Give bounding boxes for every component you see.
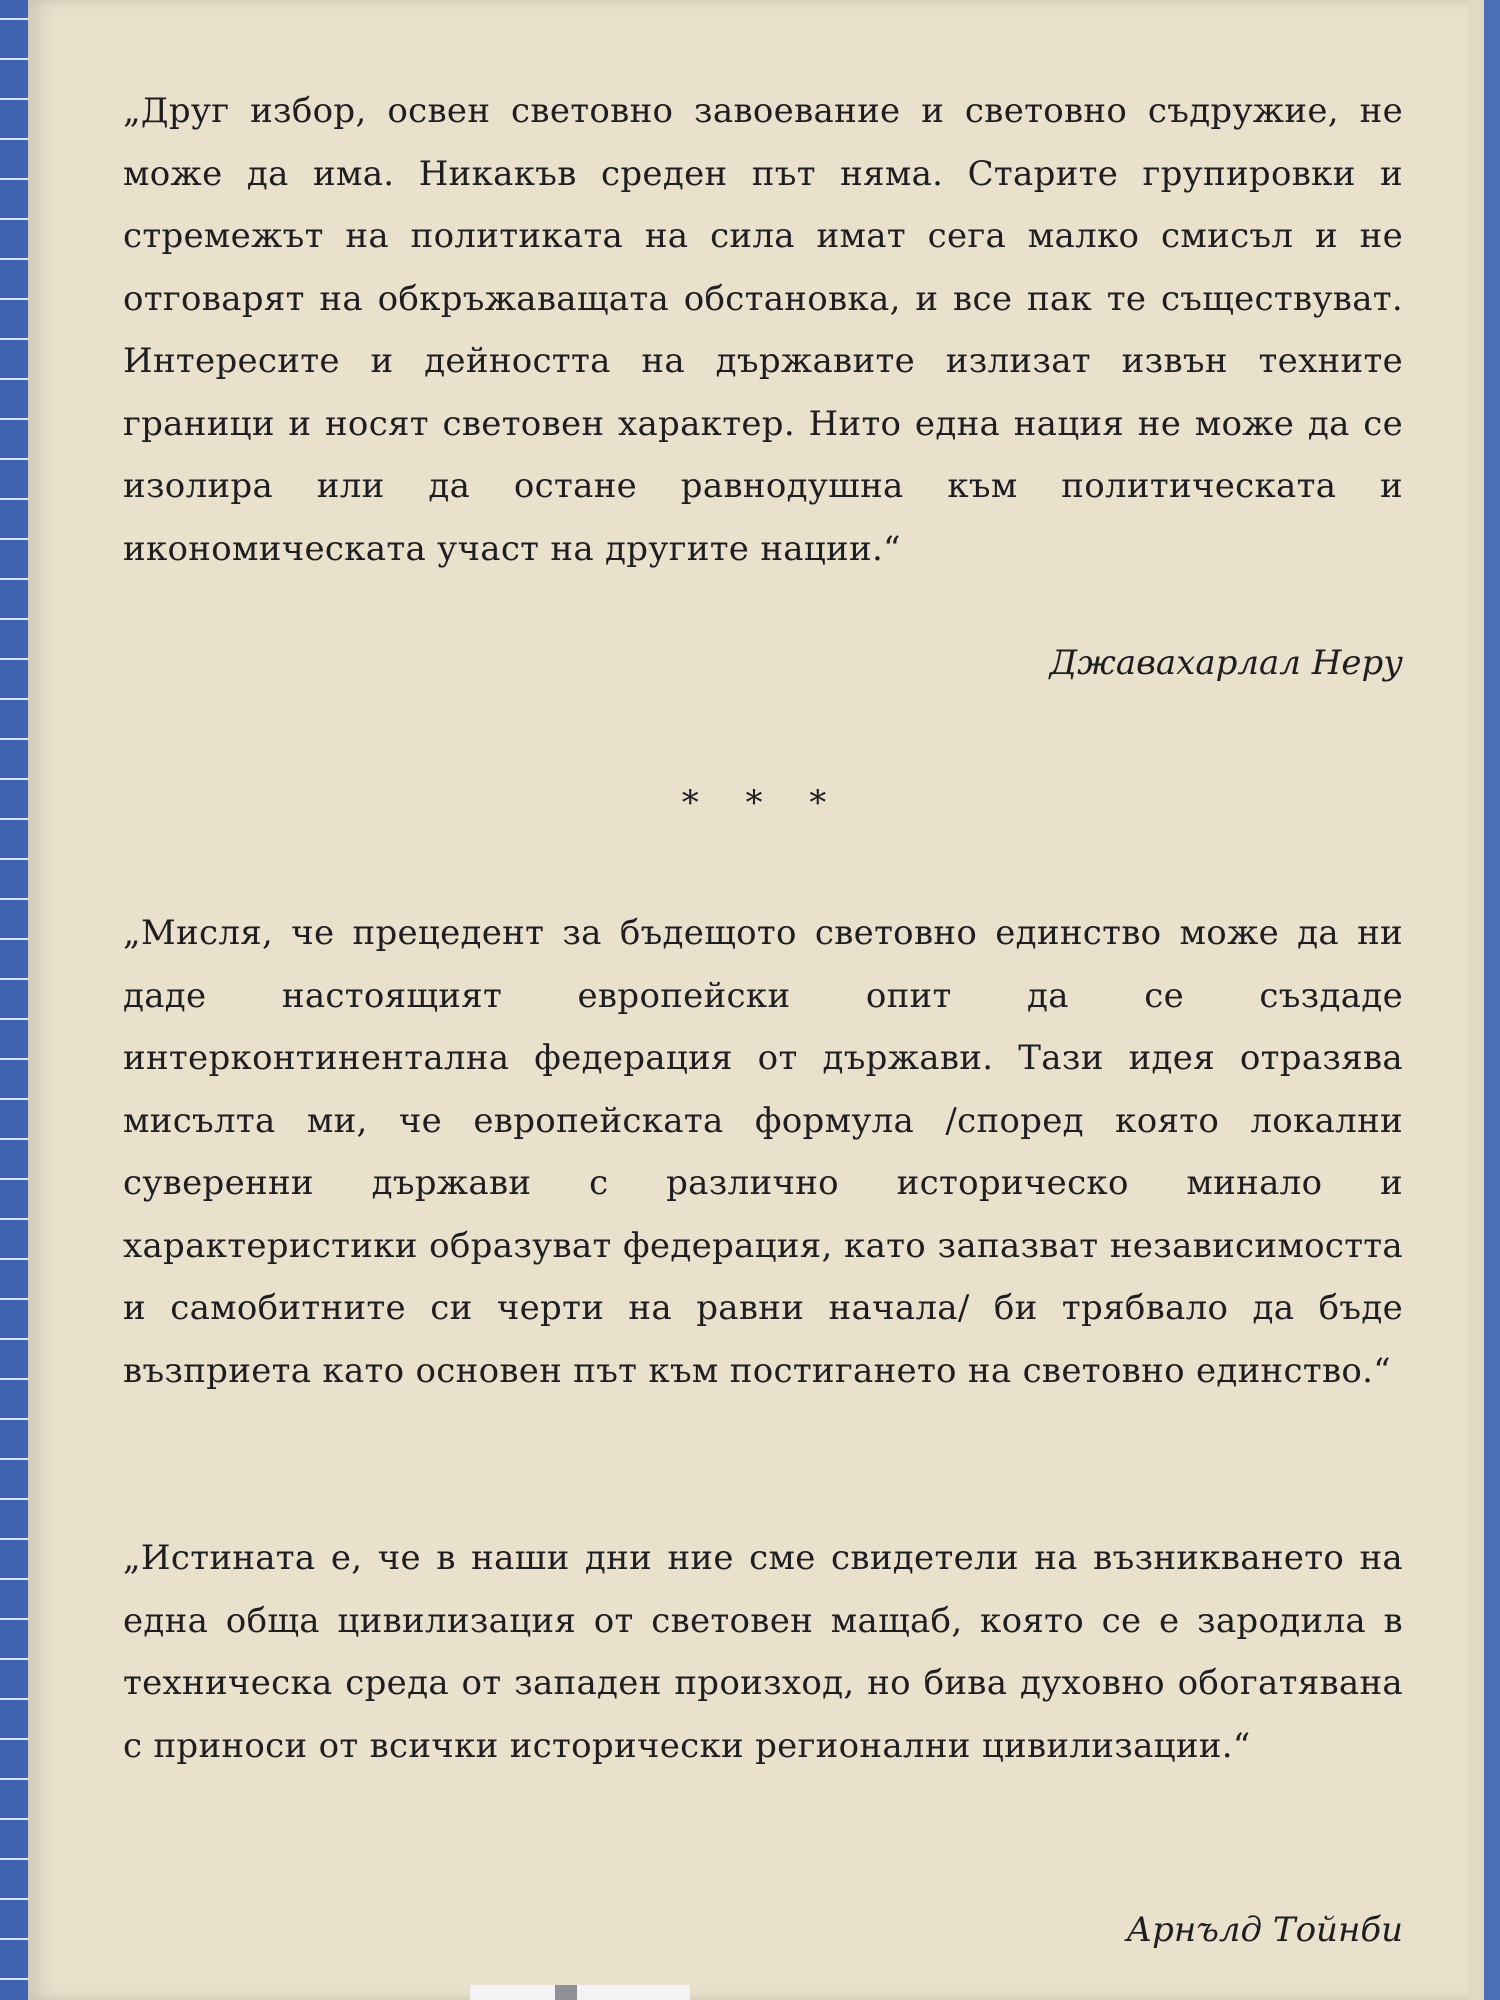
bottom-tab — [470, 1985, 690, 2000]
page-right-edge — [1468, 0, 1484, 2000]
quote-nehru: „Друг избор, освен световно завоевание и световно съдружие, не може да има. Никакъв среден път няма. Старите групировки и стремежът на политиката на сила имат сега малко смисъл и не отговарят на обкръжаващата обстановка, и все пак те съществуват. Интересите и дейността на държавите излизат извън техните граници и носят световен характер. Нито една нация не може да се изолира или да остане равнодушна към политическата и икономическата участ на другите нации.“ — [123, 91, 1403, 569]
attribution-nehru: Джавахарлал Неру — [1049, 643, 1403, 683]
section-separator: * * * — [681, 783, 845, 823]
book-page — [28, 0, 1484, 2000]
quote-toynbee-1: „Мисля, че прецедент за бъдещото световно единство може да ни даде настоящият европейски опит да се създаде интерконтинентална федерация от държави. Тази идея отразява мисълта ми, че европейската формула /според която локални суверенни държави с различно историческо минало и характеристики образуват федерация, като запазват независимостта и самобитните си черти на равни начала/ би трябвало да бъде възприета като основен път към постигането на световно единство.“ — [123, 913, 1403, 1391]
quote-toynbee-2: „Истината е, че в наши дни ние сме свидетели на възникването на една обща цивилизация от световен мащаб, която се е зародила в техническа среда от западен произход, но бива духовно обогатявана с приноси от всички исторически регионални цивилизации.“ — [123, 1538, 1403, 1766]
bottom-tab-gap — [555, 1985, 577, 2000]
attribution-toynbee: Арнълд Тойнби — [1126, 1910, 1403, 1950]
